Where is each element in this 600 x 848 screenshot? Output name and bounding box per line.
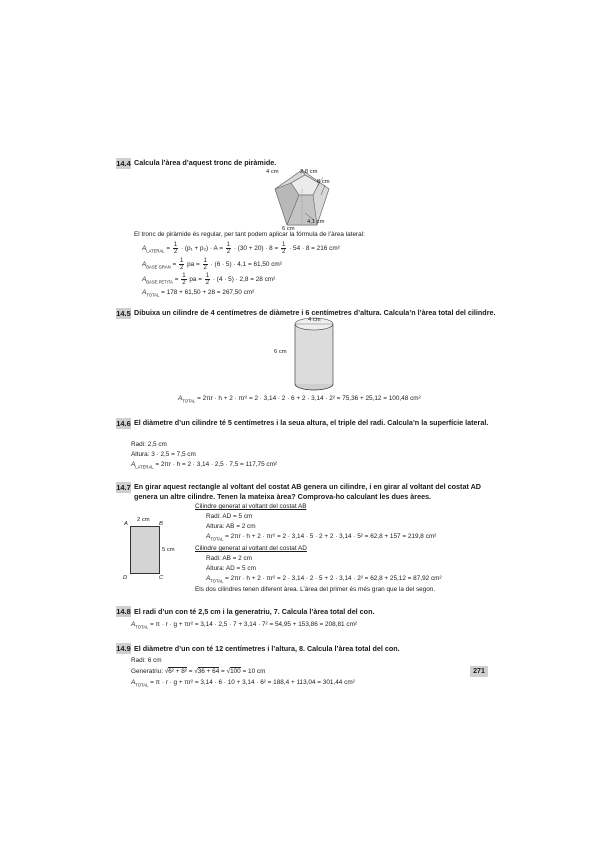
problem-14-4-intro: El tronc de piràmide és regular, per tant podem aplicar la fórmula de l’àrea lateral:	[134, 231, 365, 238]
frustum-label-height: 4,1 cm	[307, 219, 325, 225]
rect-label-c: C	[159, 575, 164, 581]
problem-14-6-question: El diàmetre d’un cilindre té 5 centímetres i la seua altura, el triple del radi. Calcula’n la superfície lateral.	[134, 418, 489, 427]
equation-total-frustum: $A_{TOTAL} = 178 + 61,50 + 28 = 267,50$ cm²	[142, 289, 255, 298]
problem-14-8-question: El radi d’un con té 2,5 cm i la generatriu, 7. Calcula l’àrea total del con.	[134, 607, 375, 616]
cylinder-figure	[290, 316, 340, 394]
frustum-label-bottom: 6 cm	[282, 226, 295, 232]
problem-number-14-4: 14.4	[116, 159, 131, 168]
cylinder-ad-radi: Radi: AB = 2 cm	[206, 555, 252, 562]
problem-14-9-radi: Radi: 6 cm	[131, 657, 162, 664]
problem-14-9-question: El diàmetre d’un con té 12 centímetres i l’altura, 8. Calcula l’àrea total del con.	[134, 644, 400, 653]
rect-label-d: D	[123, 575, 128, 581]
problem-14-5-question: Dibuixa un cilindre de 4 centímetres de diàmetre i 6 centímetres d’altura. Calcula’n l’àrea total del cilindre.	[134, 308, 496, 317]
problem-number-14-9: 14.9	[116, 644, 131, 653]
problem-14-9-generatriu: Generatriu: √6² + 8² = √36 + 64 = √100 = 10 cm	[131, 668, 266, 675]
problem-number-14-6: 14.6	[116, 419, 131, 428]
equation-cone-total-1: $A_{TOTAL} = \pi \cdot r \cdot g + \pi r^2 = 3,14 \cdot 2,5 \cdot 7 + 3,14 \cdot 7^2 = 54,95 + 153,86 = 208,81$ cm²	[131, 621, 358, 630]
frustum-label-top: 4 cm	[266, 169, 279, 175]
rect-label-a: A	[124, 521, 128, 527]
cylinder-ad-title: Cilindre generat al voltant del costat AD	[195, 545, 307, 552]
problem-14-6-altura: Altura: 3 · 2,5 = 7,5 cm	[131, 451, 196, 458]
page-number: 271	[470, 666, 488, 677]
rect-label-b: B	[159, 521, 163, 527]
frustum-label-slant: 2,8 cm	[300, 169, 318, 175]
cylinder-label-height: 6 cm	[274, 349, 287, 355]
rect-label-width: 2 cm	[137, 517, 150, 523]
cylinder-ab-title: Cilindre generat al voltant del costat AB	[195, 503, 307, 510]
cylinder-ab-altura: Altura: AB = 2 cm	[206, 523, 256, 530]
cylinder-ab-radi: Radi: AD = 5 cm	[206, 513, 253, 520]
problem-14-7-conclusion: Els dos cilindres tenen diferent àrea. L’àrea del primer és més gran que la del segon.	[195, 586, 436, 593]
cylinder-ad-equation: $A_{TOTAL} = 2\pi r \cdot h + 2 \cdot \pi r^2 = 2 \cdot 3,14 \cdot 2 \cdot 5 + 2 \cdot 3,14 \cdot 2^2 = 62,8 + 25,12 = 87,92$ cm²	[206, 575, 442, 584]
frustum-label-side: 8 cm	[317, 179, 330, 185]
problem-14-4-question: Calcula l’àrea d’aquest tronc de piràmide.	[134, 158, 277, 167]
problem-number-14-8: 14.8	[116, 607, 131, 616]
equation-cone-total-2: $A_{TOTAL} = \pi \cdot r \cdot g + \pi r^2 = 3,14 \cdot 6 \cdot 10 + 3,14 \cdot 6^2 = 188,4 + 113,04 = 301,44$ cm²	[131, 679, 355, 688]
equation-base-petita: $A_{BASE PETITA}$ = $\frac{1}{2}$ pa = $\frac{1}{2}$ · (4 · 5) · 2,8 = 28 cm²	[142, 273, 276, 286]
equation-cylinder-lateral: $A_{LATERAL} = 2\pi r \cdot h = 2 \cdot 3,14 \cdot 2,5 \cdot 7,5 = 117,75$ cm²	[131, 461, 278, 470]
problem-number-14-5: 14.5	[116, 309, 131, 318]
problem-14-6-radi: Radi: 2,5 cm	[131, 441, 167, 448]
cylinder-label-diam: 4 cm	[308, 317, 321, 323]
rectangle-abcd	[130, 526, 160, 574]
rect-label-height: 5 cm	[162, 547, 175, 553]
equation-lateral: $A_{LATERAL}$ = $\frac{1}{2}$ · (p₁ + p₂) · A = $\frac{1}{2}$ · (30 + 20) · 8 = $\frac{1}{2}$ · 54 · 8 = 216 cm²	[142, 242, 340, 255]
cylinder-ad-altura: Altura: AD = 5 cm	[206, 565, 256, 572]
problem-14-7-question: En girar aquest rectangle al voltant del costat AB genera un cilindre, i en girar al voltant del costat AD genera un altre cilindre. Tenen la mateixa àrea? Comprova-ho calculant les dues àrees.	[134, 482, 481, 501]
cylinder-ab-equation: $A_{TOTAL} = 2\pi r \cdot h + 2 \cdot \pi r^2 = 2 \cdot 3,14 \cdot 5 \cdot 2 + 2 \cdot 3,14 \cdot 5^2 = 62,8 + 157 = 219,8$ cm²	[206, 533, 437, 542]
equation-cylinder-total: $A_{TOTAL} = 2\pi r \cdot h + 2 \cdot \pi r^2 = 2 \cdot 3,14 \cdot 2 \cdot 6 + 2 \cdot 3,14 \cdot 2^2 = 75,36 + 25,12 = 100,48$ cm²	[178, 395, 421, 404]
problem-number-14-7: 14.7	[116, 483, 131, 492]
equation-base-gran: $A_{BASE GRAN}$ = $\frac{1}{2}$ pa = $\frac{1}{2}$ · (6 · 5) · 4,1 = 61,50 cm²	[142, 258, 282, 271]
